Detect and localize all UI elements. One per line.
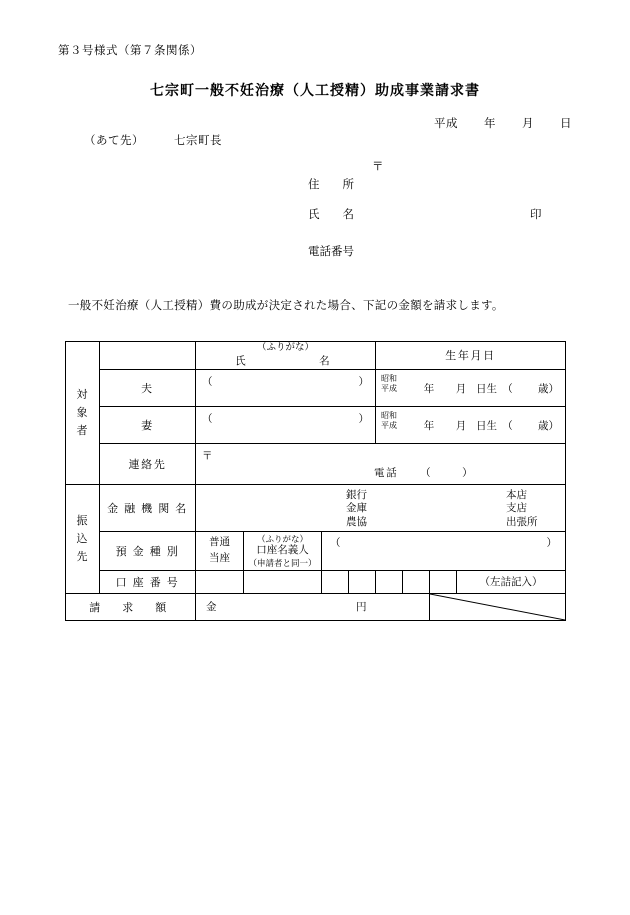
row-label-wife: 妻 [100,406,196,443]
date-month: 月 [522,118,534,130]
branch-shuccho[interactable]: 出張所 [506,516,538,528]
wife-birth-month: 月 [455,420,467,432]
header-name-label: 氏 名 [235,355,336,367]
statement-text: 一般不妊治療（人工授精）費の助成が決定された場合、下記の金額を請求します。 [68,300,504,312]
wife-era-options[interactable] [381,411,397,431]
header-birth-label: 生年月日 [376,342,566,370]
husband-name-field[interactable] [196,369,376,406]
account-digit-box-1[interactable] [196,570,244,593]
header-furigana: （ふりがな） [256,343,314,353]
contact-tel-paren: （ ） [420,467,473,479]
account-digit-box-4[interactable] [349,570,376,593]
contact-postal-mark-icon: 〒 [202,450,213,462]
subject-label-char-1: 対 [76,388,89,401]
bank-name-label: 金 融 機 関 名 [100,484,196,531]
amount-strikeout-cell [430,593,566,620]
wife-birth-day: 日生 （ [476,420,513,432]
date-era: 平成 [434,118,458,130]
holder-paren-left: （ [330,537,341,549]
applicant-address-row [308,176,354,206]
table-row [66,593,566,620]
husband-paren-left: （ [202,376,213,388]
header-name-cell [196,342,376,370]
date-line [434,115,572,131]
deposit-kind-futsu[interactable]: 普通 [209,537,230,549]
bank-name-field[interactable] [196,484,566,531]
subject-vertical-label [66,342,100,485]
branch-shiten[interactable]: 支店 [506,503,527,515]
wife-name-field[interactable] [196,406,376,443]
table-row [66,484,566,531]
page-title: 七宗町一般不妊治療（人工授精）助成事業請求書 [150,84,480,99]
table-row [66,369,566,406]
era-heisei[interactable]: 平成 [381,383,397,393]
table-row [66,531,566,570]
account-digit-box-5[interactable] [376,570,403,593]
deposit-kind-options[interactable] [196,531,244,570]
wife-age: 歳） [538,420,559,432]
addressee-name: 七宗町長 [174,135,222,147]
subject-label-char-2: 象 [76,406,89,419]
request-table [65,341,566,621]
bank-branch-options[interactable] [506,489,538,529]
account-holder-label [244,531,322,570]
account-holder-note: （申請者と同一） [248,557,317,568]
contact-tel-label: 電話 [374,467,399,479]
addressee [84,132,222,148]
row-label-contact: 連絡先 [100,443,196,484]
table-row [66,570,566,593]
deposit-type-label: 預 金 種 別 [100,531,196,570]
deposit-kind-toza[interactable]: 当座 [209,552,230,564]
account-number-label: 口 座 番 号 [100,570,196,593]
bank-type-ginko[interactable]: 銀行 [346,489,367,501]
husband-paren-right: ） [358,376,369,388]
husband-birth-month: 月 [455,383,467,395]
amount-currency-suffix: 円 [356,601,367,613]
account-holder-furigana: （ふりがな） [256,533,308,544]
diagonal-line-icon [430,594,565,620]
wife-paren-left: （ [202,413,213,425]
form-number: 第３号様式（第７条関係） [58,45,202,57]
applicant-name-label: 氏 名 [308,209,354,221]
era-heisei[interactable]: 平成 [381,420,397,430]
wife-paren-right: ） [358,413,369,425]
header-blank-cell [100,342,196,370]
husband-age: 歳） [538,383,559,395]
table-row [66,406,566,443]
account-holder-title: 口座名義人 [256,545,309,557]
contact-field[interactable] [196,443,566,484]
amount-currency-prefix: 金 [206,601,217,613]
bank-type-options[interactable] [346,489,367,529]
applicant-name-row [308,206,542,236]
holder-paren-right: ） [546,537,558,549]
account-digit-box-7[interactable] [430,570,457,593]
transfer-vertical-label [66,484,100,593]
date-year: 年 [484,118,496,130]
husband-birth-field[interactable] [376,369,566,406]
table-row [66,443,566,484]
husband-birth-day: 日生 （ [476,383,513,395]
transfer-label-char-2: 込 [76,532,89,545]
date-day: 日 [560,118,572,130]
account-holder-field[interactable] [322,531,566,570]
applicant-tel-row [308,243,354,259]
seal-label: 印 [530,209,542,221]
applicant-tel-label: 電話番号 [308,246,354,258]
account-digit-box-3[interactable] [322,570,349,593]
era-showa[interactable]: 昭和 [381,410,397,420]
applicant-address-label: 住 所 [308,179,354,191]
addressee-prefix: （あて先） [84,135,144,147]
row-label-husband: 夫 [100,369,196,406]
transfer-label-char-1: 振 [76,514,89,527]
bank-type-nokyo[interactable]: 農協 [346,516,367,528]
amount-label: 請 求 額 [66,593,196,620]
transfer-label-char-3: 先 [76,551,89,564]
bank-type-kinko[interactable]: 金庫 [346,503,367,515]
subject-label-char-3: 者 [76,425,89,438]
husband-birth-year: 年 [423,383,435,395]
contact-tel [374,465,473,480]
account-digit-box-2[interactable] [244,570,322,593]
husband-era-options[interactable] [381,374,397,394]
era-showa[interactable]: 昭和 [381,373,397,383]
account-number-note: （左詰記入） [457,570,566,593]
wife-birth-year: 年 [423,420,435,432]
applicant-block [308,176,542,236]
account-digit-box-6[interactable] [403,570,430,593]
branch-honten[interactable]: 本店 [506,489,527,501]
amount-field[interactable] [196,593,430,620]
table-header-row [66,342,566,370]
wife-birth-field[interactable] [376,406,566,443]
postal-mark-icon: 〒 [372,161,384,173]
